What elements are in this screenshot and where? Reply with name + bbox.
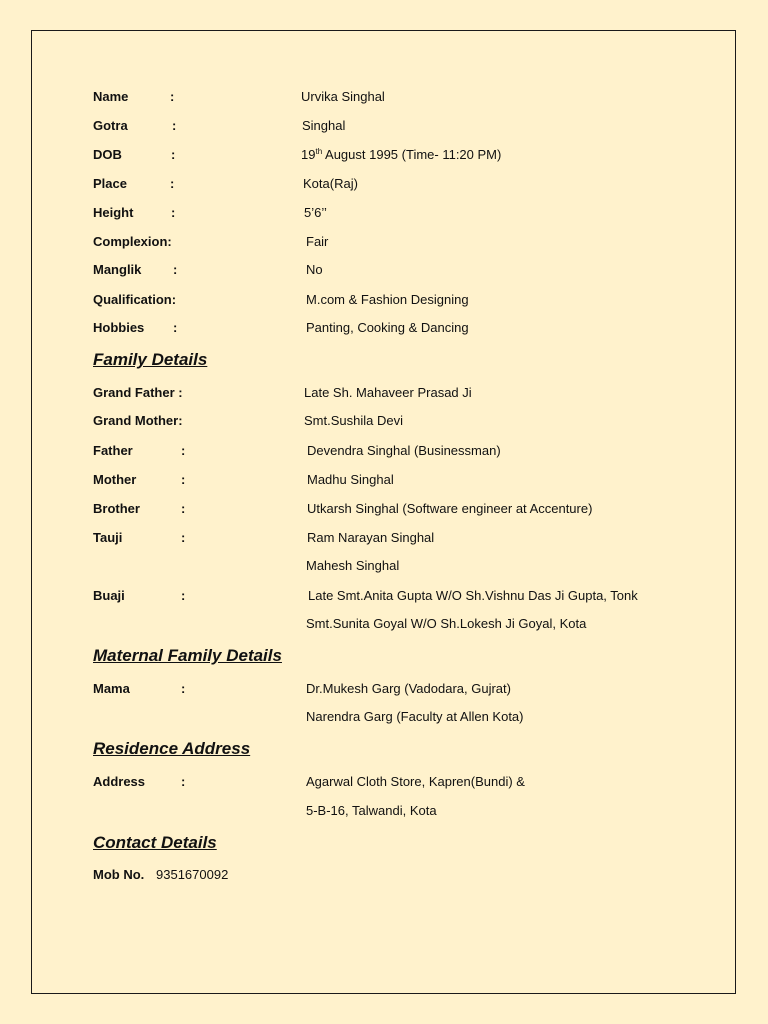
complexion-value: Fair — [306, 234, 329, 249]
brother-label: Brother — [93, 501, 140, 516]
mama-value-2: Narendra Garg (Faculty at Allen Kota) — [306, 709, 524, 724]
grand-mother-label: Grand Mother: — [93, 413, 183, 428]
gotra-value: Singhal — [302, 118, 346, 133]
buaji-value-2: Smt.Sunita Goyal W/O Sh.Lokesh Ji Goyal, Kota — [306, 616, 587, 631]
colon: : — [181, 681, 186, 696]
colon: : — [170, 89, 175, 104]
colon: : — [181, 501, 186, 516]
tauji-value-2: Mahesh Singhal — [306, 558, 400, 573]
colon: : — [181, 530, 186, 545]
colon: : — [181, 588, 186, 603]
tauji-value-1: Ram Narayan Singhal — [307, 530, 435, 545]
qualification-value: M.com & Fashion Designing — [306, 292, 469, 307]
dob-rest: August 1995 (Time- 11:20 PM) — [322, 147, 502, 162]
colon: : — [170, 176, 175, 191]
grand-mother-value: Smt.Sushila Devi — [304, 413, 403, 428]
grand-father-label: Grand Father : — [93, 385, 183, 400]
hobbies-value: Panting, Cooking & Dancing — [306, 320, 469, 335]
address-line-1: Agarwal Cloth Store, Kapren(Bundi) & — [306, 774, 525, 789]
manglik-value: No — [306, 262, 323, 277]
dob-label: DOB — [93, 147, 122, 162]
dob-day-suffix: th — [315, 147, 323, 156]
colon: : — [181, 472, 186, 487]
place-value: Kota(Raj) — [303, 176, 358, 191]
dob-value — [301, 147, 501, 163]
mother-value: Madhu Singhal — [307, 472, 394, 487]
mama-value-1: Dr.Mukesh Garg (Vadodara, Gujrat) — [306, 681, 511, 696]
address-line-2: 5-B-16, Talwandi, Kota — [306, 803, 437, 818]
brother-value: Utkarsh Singhal (Software engineer at Accenture) — [307, 501, 593, 516]
buaji-label: Buaji — [93, 588, 125, 603]
tauji-label: Tauji — [93, 530, 123, 545]
maternal-family-heading: Maternal Family Details — [93, 646, 282, 665]
family-details-heading: Family Details — [93, 350, 208, 369]
height-label: Height — [93, 205, 134, 220]
colon: : — [173, 320, 178, 335]
mother-label: Mother — [93, 472, 137, 487]
grand-father-value: Late Sh. Mahaveer Prasad Ji — [304, 385, 472, 400]
colon: : — [181, 774, 186, 789]
mobile-label: Mob No. — [93, 867, 145, 882]
colon: : — [172, 118, 177, 133]
colon: : — [181, 443, 186, 458]
address-label: Address — [93, 774, 146, 789]
dob-day: 19 — [301, 147, 316, 162]
hobbies-label: Hobbies — [93, 320, 145, 335]
colon: : — [171, 205, 176, 220]
buaji-value-1: Late Smt.Anita Gupta W/O Sh.Vishnu Das Ji Gupta, Tonk — [308, 588, 638, 603]
contact-details-heading: Contact Details — [93, 833, 217, 852]
residence-address-heading: Residence Address — [93, 739, 251, 758]
father-label: Father — [93, 443, 133, 458]
height-value: 5’6’’ — [304, 205, 327, 220]
name-label: Name — [93, 89, 129, 104]
qualification-label: Qualification: — [93, 292, 177, 307]
name-value: Urvika Singhal — [301, 89, 385, 104]
colon: : — [173, 262, 178, 277]
mama-label: Mama — [93, 681, 130, 696]
complexion-label: Complexion: — [93, 234, 172, 249]
mobile-value: 9351670092 — [156, 867, 229, 882]
father-value: Devendra Singhal (Businessman) — [307, 443, 501, 458]
colon: : — [171, 147, 176, 162]
manglik-label: Manglik — [93, 262, 142, 277]
place-label: Place — [93, 176, 127, 191]
gotra-label: Gotra — [93, 118, 128, 133]
